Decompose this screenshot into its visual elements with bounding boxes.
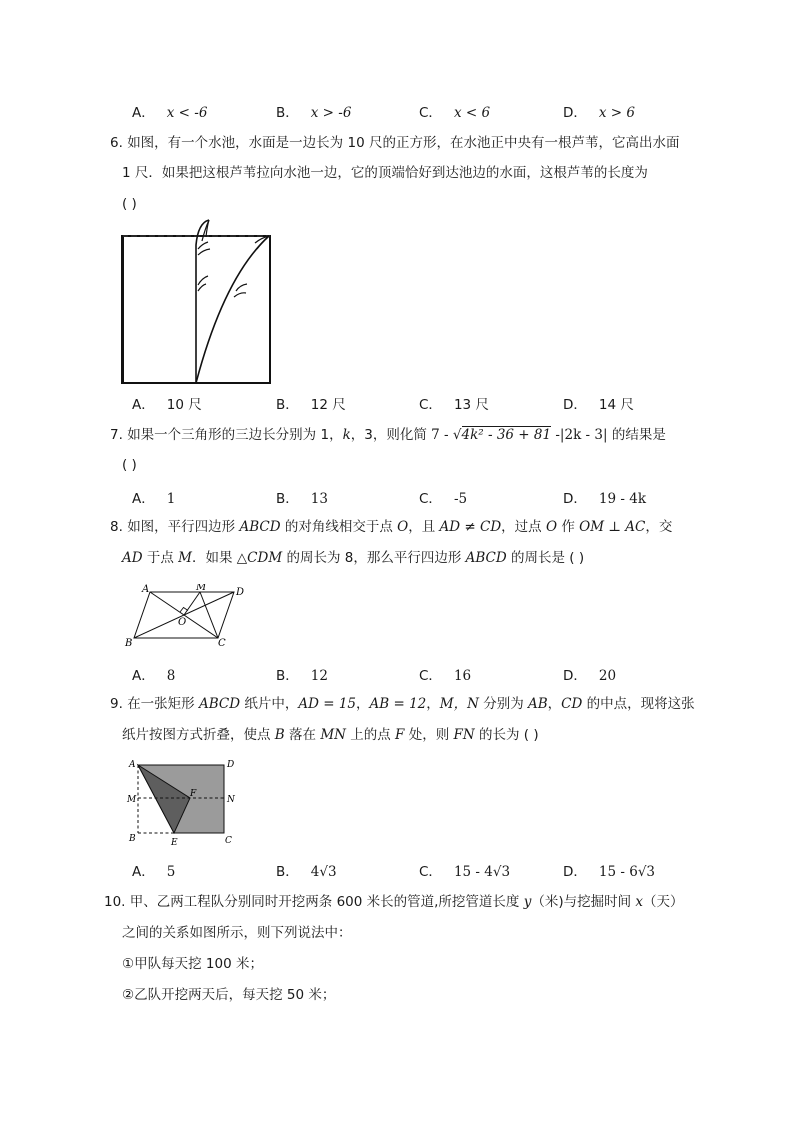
q8-line1: 8. 如图，平行四边形 ABCD 的对角线相交于点 O，且 AD ≠ CD，过点 O 作 OM ⊥ AC，交 (110, 519, 673, 535)
q6-options (0, 393, 794, 415)
q6-line3 (122, 194, 137, 214)
label-c: C (225, 836, 232, 846)
label-o: O (178, 617, 187, 628)
radicand: 4k² - 36 + 81 (461, 427, 552, 443)
q6-line1 (110, 133, 679, 153)
label-m: M (127, 795, 137, 805)
q5-option-c: C． x < 6 (419, 105, 491, 121)
q7-expression: 7 - √4k² - 36 + 81 -|2k - 3| (431, 427, 608, 443)
q7-option-d: D． 19 - 4k (563, 491, 646, 507)
q7-option-a: A． 1 (132, 491, 176, 507)
q7-line1: 7. 如果一个三角形的三边长分别为 1，k，3，则化简 7 - √4k² - 36 + 81 -|2k - 3| 的结果是 (110, 427, 666, 443)
q8-parallelogram-figure (120, 584, 250, 648)
label-f: F (190, 789, 197, 799)
q9-option-d: D． 15 - 6√3 (563, 864, 656, 880)
q8-option-c: C． 16 (419, 668, 472, 684)
q10-item1: ①甲队每天挖 100 米； (122, 956, 263, 972)
q6-option-c: C． 13 尺 (419, 397, 489, 413)
q6-number: 6. (110, 135, 123, 151)
reed-pulled (196, 236, 269, 383)
q9-fold-figure (124, 757, 240, 847)
q9-number: 9. (110, 696, 123, 712)
label-d: D (236, 587, 245, 598)
q7-option-c: C． -5 (419, 491, 468, 507)
q8-option-a: A． 8 (132, 668, 176, 684)
q9-line1: 9. 在一张矩形 ABCD 纸片中，AD = 15，AB = 12，M，N 分别为 AB，CD 的中点，现将这张 (110, 696, 695, 712)
q7-line2 (122, 455, 137, 475)
label-a: A (129, 760, 136, 770)
q7-option-b: B． 13 (276, 491, 328, 507)
q10-item2: ②乙队开挖两天后，每天挖 50 米； (122, 987, 336, 1003)
q9-option-c: C． 15 - 4√3 (419, 864, 511, 880)
q5-option-b: B． x > -6 (276, 105, 352, 121)
q5-option-a: A． x < -6 (132, 105, 208, 121)
label-n: N (227, 795, 235, 805)
q9-option-a: A． 5 (132, 864, 176, 880)
label-a: A (142, 584, 150, 595)
q10-number: 10. (104, 894, 126, 910)
q10-line1: 10. 甲、乙两工程队分别同时开挖两条 600 米长的管道,所挖管道长度 y（米)与挖掘时间 x（天） (104, 894, 684, 910)
q6-text-line1: 如图，有一个水池，水面是一边长为 10 尺的正方形，在水池正中央有一根芦苇，它高出水面 (127, 135, 680, 151)
q10-line2: 之间的关系如图所示，则下列说法中： (122, 925, 352, 941)
q9-options (0, 860, 794, 882)
q6-pond-figure (116, 215, 276, 387)
q7-number: 7. (110, 427, 123, 443)
label-c: C (218, 638, 226, 648)
q9-option-b: B． 4√3 (276, 864, 337, 880)
q9-line2: 纸片按图方式折叠，使点 B 落在 MN 上的点 F 处，则 FN 的长为 ( ) (122, 727, 539, 743)
sqrt-symbol: √ (452, 427, 462, 443)
label-b: B (129, 834, 136, 844)
q8-option-b: B． 12 (276, 668, 328, 684)
q5-option-d: D． x > 6 (563, 105, 636, 121)
q8-option-d: D． 20 (563, 668, 617, 684)
label-b: B (125, 638, 133, 648)
q8-options (0, 664, 794, 686)
q6-text-line2: 1 尺．如果把这根芦苇拉向水池一边，它的顶端恰好到达池边的水面，这根芦苇的长度为 (122, 165, 648, 181)
q8-line2: AD 于点 M．如果 △CDM 的周长为 8，那么平行四边形 ABCD 的周长是 ( ) (122, 550, 585, 566)
q7-options (0, 487, 794, 509)
segment-cm (200, 592, 218, 638)
label-m: M (196, 584, 207, 593)
q6-option-b: B． 12 尺 (276, 397, 346, 413)
q7-paren: ( ) (122, 457, 137, 473)
q5-options (0, 101, 794, 123)
q6-line2 (122, 163, 648, 183)
label-e: E (171, 838, 178, 847)
q6-option-d: D． 14 尺 (563, 397, 634, 413)
q6-option-a: A． 10 尺 (132, 397, 202, 413)
label-d: D (227, 760, 235, 770)
q8-number: 8. (110, 519, 123, 535)
q6-paren: ( ) (122, 196, 137, 212)
